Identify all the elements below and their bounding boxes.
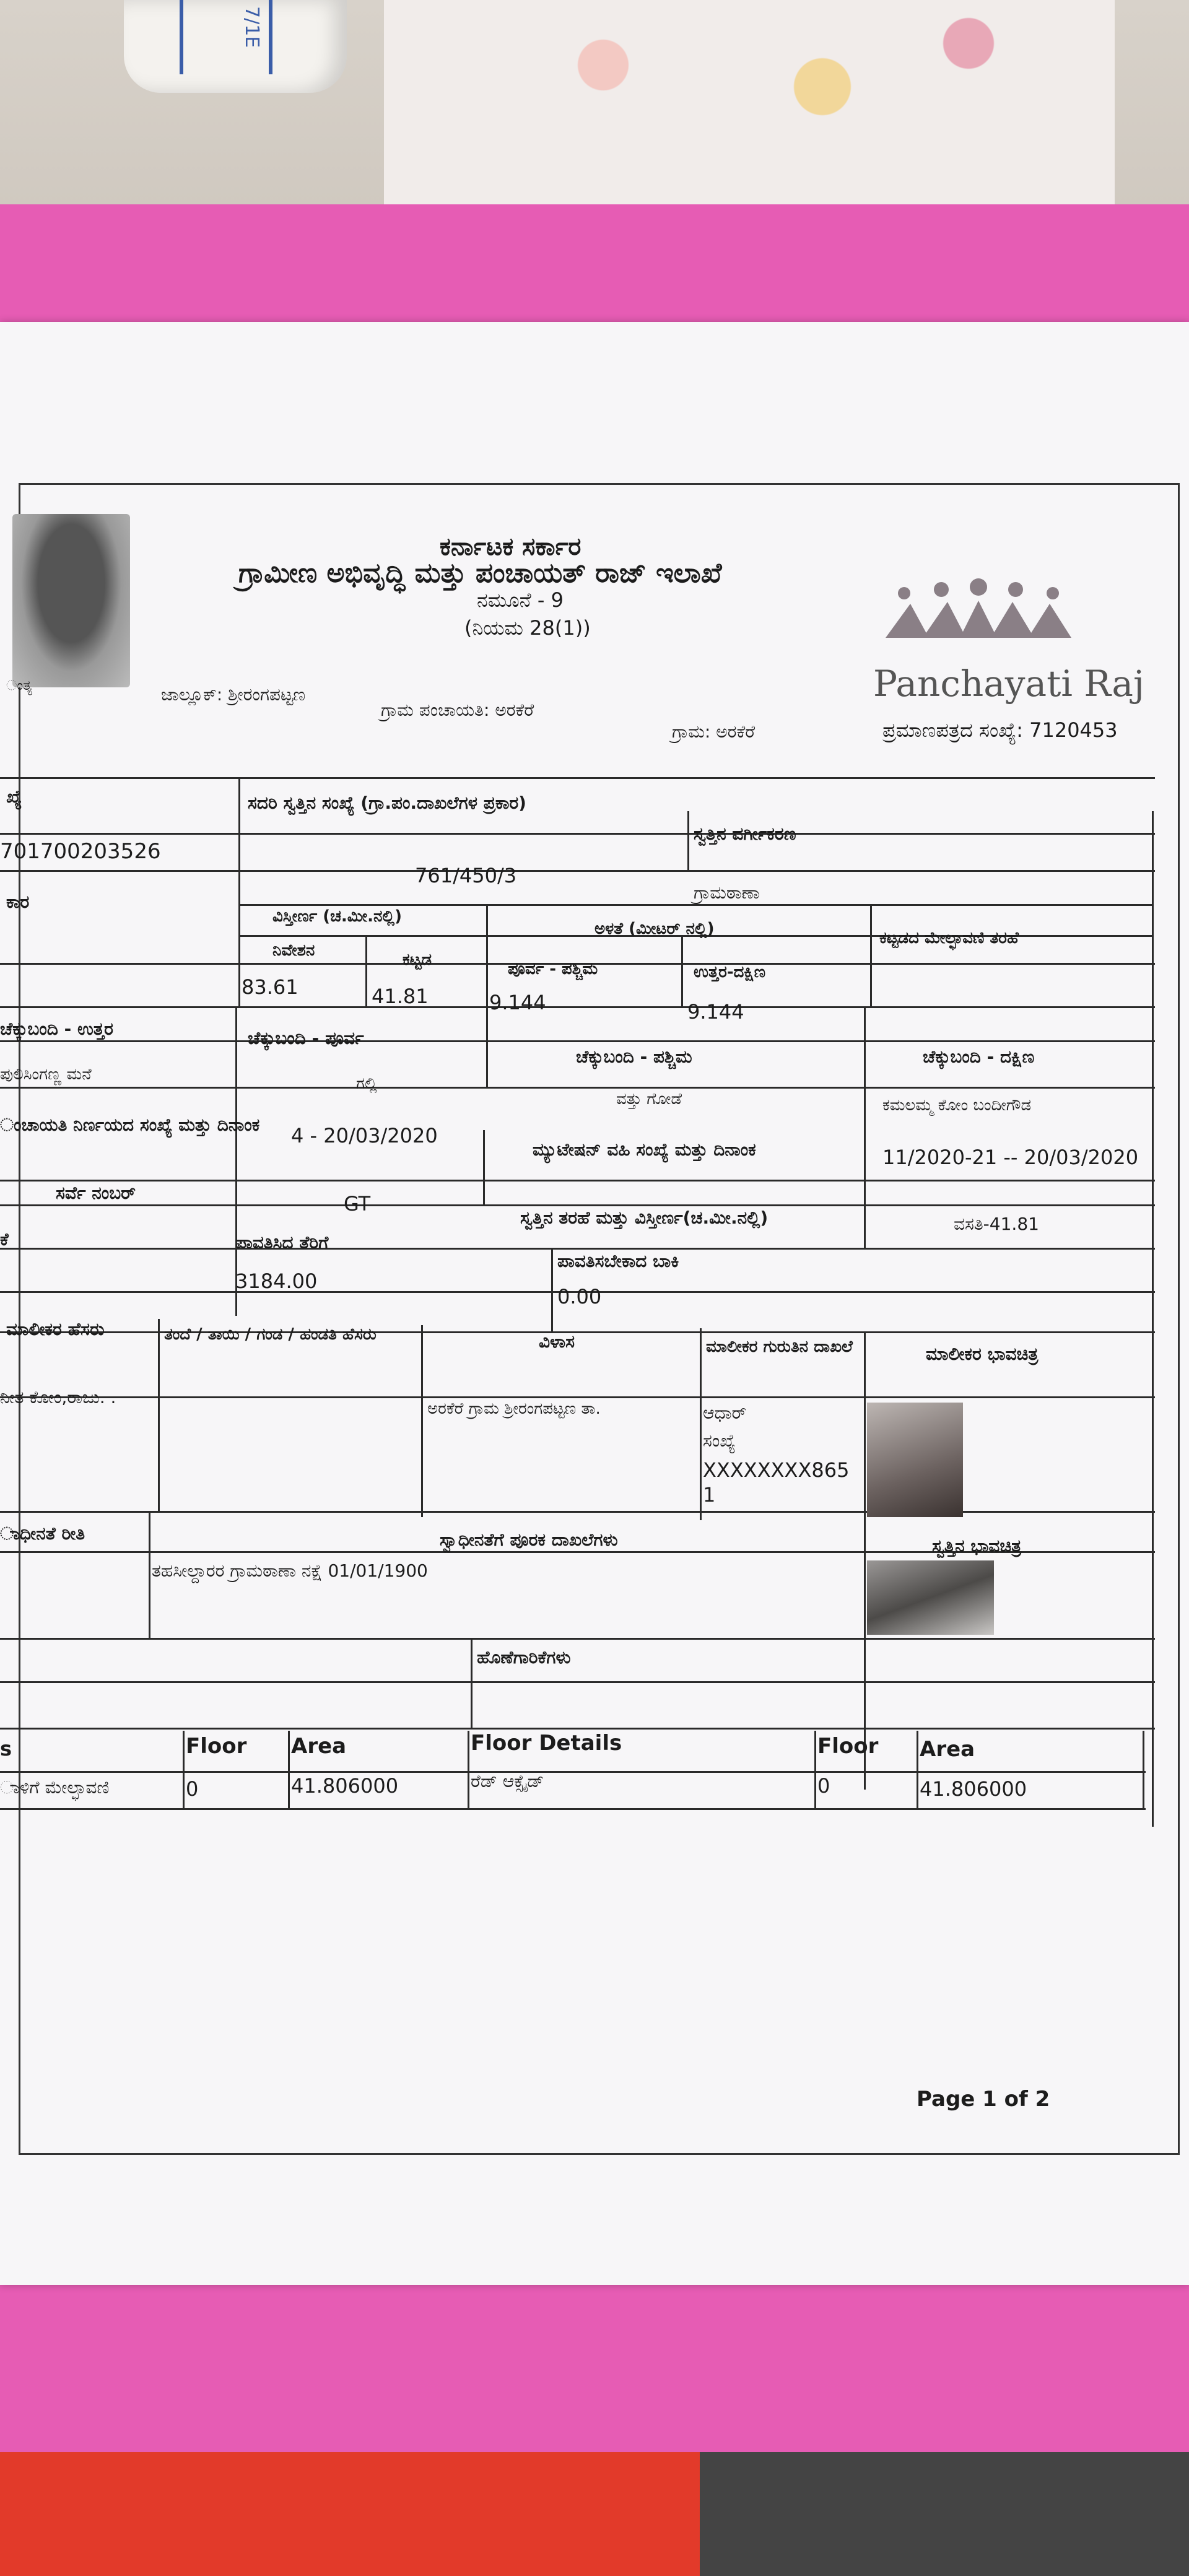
area-col3-header: Area	[291, 1734, 347, 1759]
floor-row-area: 41.806000	[291, 1774, 399, 1798]
panchayati-raj-brand: Panchayati Raj	[873, 663, 1144, 705]
gp-label: ಗ್ರಾಮ ಪಂಚಾಯತಿ: ಅರಕೆರೆ	[381, 700, 534, 720]
tax-paid-label: ಪಾವತಿಸಿದ ತೆರಿಗೆ	[235, 1232, 329, 1253]
floor-row-area2: 41.806000	[920, 1777, 1027, 1801]
north-south-value: 9.144	[687, 1000, 744, 1024]
tax-due-value: 0.00	[557, 1285, 602, 1308]
property-photo	[867, 1560, 994, 1635]
row2-col1-label: ಕಾರ	[6, 892, 30, 912]
boundary-east-value: ಗಲ್ಲಿ	[356, 1074, 377, 1093]
tax-paid-value: 3184.00	[235, 1269, 318, 1293]
form-number: ನಮೂನೆ - 9	[477, 588, 564, 612]
address-label: ವಿಳಾಸ	[539, 1331, 575, 1352]
left-cut-text: ಂತ್ಯ	[6, 678, 32, 694]
property-number-label: ಸದರಿ ಸ್ವತ್ತಿನ ಸಂಖ್ಯೆ (ಗ್ರಾ.ಪಂ.ದಾಖಲೆಗಳ ಪ್ರಕಾರ)	[248, 793, 526, 813]
tape-roll	[124, 0, 347, 93]
boundary-north-value: ಪುಲಿಸಿಂಗಣ್ಣ ಮನೆ	[0, 1065, 92, 1084]
survey-number-label: ಸರ್ವೆ ನಂಬರ್	[56, 1183, 136, 1203]
owner-id-value: XXXXXXXX865	[703, 1458, 850, 1482]
page-number: Page 1 of 2	[917, 2087, 1050, 2112]
dark-object	[700, 2452, 1189, 2576]
roof-type-label: ಕಟ್ಟಡದ ಮೇಲ್ಛಾವಣಿ ತರಹೆ	[879, 929, 1019, 947]
boundary-south-label: ಚೆಕ್ಕುಬಂದಿ - ದಕ್ಷಿಣ	[923, 1046, 1035, 1067]
possession-label: ಾಧೀನತೆ ರೀತಿ	[0, 1523, 85, 1544]
property-id-value: 701700203526	[0, 839, 161, 864]
tax-label: ಕೆ	[0, 1229, 9, 1250]
owner-id-value-cont: 1	[703, 1483, 716, 1507]
floor-row-floor: 0	[186, 1777, 199, 1801]
dept-title: ಗ್ರಾಮೀಣ ಅಭಿವೃದ್ಧಿ ಮತ್ತು ಪಂಚಾಯತ್ ರಾಜ್ ಇಲಾಖೆ	[238, 557, 722, 589]
property-classification-value: ಗ್ರಾಮಠಾಣಾ	[694, 882, 760, 903]
rule-number: (ನಿಯಮ 28(1))	[464, 616, 591, 640]
owner-photo-label: ಮಾಲೀಕರ ಭಾವಚಿತ್ರ	[926, 1344, 1039, 1364]
area-label: ವಿಸ್ತೀರ್ಣ (ಚ.ಮೀ.ನಲ್ಲಿ)	[272, 907, 402, 926]
property-photo-label: ಸ್ವತ್ತಿನ ಭಾವಚಿತ್ರ	[932, 1536, 1022, 1556]
owner-id-type: ಆಧಾರ್	[703, 1403, 747, 1423]
certificate-number: ಪ್ರಮಾಣಪತ್ರದ ಸಂಖ್ಯೆ: 7120453	[882, 718, 1118, 742]
floor-col2-header: Floor	[186, 1734, 247, 1759]
dimension-label: ಅಳತೆ (ಮೀಟರ್ ನಲ್ಲಿ)	[594, 920, 715, 938]
possession-docs-label: ಸ್ವಾಧೀನತೆಗೆ ಪೂರಕ ದಾಖಲೆಗಳು	[440, 1530, 618, 1550]
property-number-value: 761/450/3	[415, 864, 517, 887]
owner-name-label: ಮಾಲೀಕರ ಹೆಸರು	[6, 1319, 105, 1339]
owner-id-sub: ಸಂಖ್ಯೆ	[703, 1430, 736, 1451]
floor-row-roof: ಾಳಿಗೆ ಮೇಲ್ಛಾವಣಿ	[0, 1777, 110, 1798]
property-classification-label: ಸ್ವತ್ತಿನ ವರ್ಗೀಕರಣ	[694, 824, 796, 844]
floor-row-floor2: 0	[817, 1774, 830, 1798]
possession-docs-value: ತಹಸೀಲ್ದಾರರ ಗ್ರಾಮಠಾಣಾ ನಕ್ಷೆ 01/01/1900	[152, 1560, 428, 1581]
address-value: ಅರಕೆರೆ ಗ್ರಾಮ ಶ್ರೀರಂಗಪಟ್ಟಣ ತಾ.	[427, 1399, 601, 1418]
area-col6-header: Area	[920, 1737, 975, 1762]
mutation-value: 11/2020-21 -- 20/03/2020	[882, 1146, 1139, 1169]
owner-name-value: ನೀತ ಕೋಂ,ರಾಜು. .	[0, 1387, 116, 1408]
boundary-west-label: ಚೆಕ್ಕುಬಂದಿ - ಪಶ್ಚಿಮ	[576, 1046, 692, 1067]
property-type-label: ಸ್ವತ್ತಿನ ತರಹೆ ಮತ್ತು ವಿಸ್ತೀರ್ಣ(ಚ.ಮೀ.ನಲ್ಲಿ)	[520, 1208, 769, 1228]
floor-row-details: ರೆಡ್ ಆಕ್ಸೈಡ್	[471, 1771, 544, 1791]
boundary-east-label: ಚೆಕ್ಕುಬಂದಿ - ಪೂರ್ವ	[248, 1028, 364, 1048]
floral-cloth	[384, 0, 1115, 217]
resolution-label: ಂಚಾಯತಿ ನಿರ್ಣಯದ ಸಂಖ್ಯೆ ಮತ್ತು ದಿನಾಂಕ	[0, 1115, 260, 1135]
east-west-value: 9.144	[489, 991, 546, 1014]
survey-number-value: GT	[344, 1192, 371, 1216]
floor-col1-header: s	[0, 1737, 12, 1760]
building-area-value: 41.81	[372, 985, 429, 1008]
property-type-value: ವಸತಿ-41.81	[954, 1214, 1039, 1234]
liabilities-label: ಹೊಣೆಗಾರಿಕೆಗಳು	[477, 1647, 571, 1668]
east-west-label: ಪೂರ್ವ - ಪಶ್ಚಿಮ	[508, 960, 598, 978]
karnataka-emblem-icon	[12, 514, 130, 687]
village-label: ಗ್ರಾಮ: ಅರಕೆರೆ	[672, 721, 756, 742]
taluk-label: ಜಾಲ್ಲೂಕ್: ಶ್ರೀರಂಗಪಟ್ಟಣ	[161, 684, 306, 705]
father-name-label: ತಂದೆ / ತಾಯಿ / ಗಂಡ / ಹಂಡತಿ ಹೆಸರು	[164, 1325, 377, 1344]
resolution-value: 4 - 20/03/2020	[291, 1124, 438, 1147]
boundary-south-value: ಕಮಲಮ್ಮ ಕೋಂ ಬಂದೀಗೌಡ	[882, 1096, 1032, 1115]
mutation-label: ಮ್ಯುಟೇಷನ್ ವಹಿ ಸಂಖ್ಯೆ ಮತ್ತು ದಿನಾಂಕ	[533, 1139, 756, 1160]
gov-title: ಕರ್ನಾಟಕ ಸರ್ಕಾರ	[440, 533, 581, 561]
owner-photo	[867, 1403, 963, 1517]
building-label: ಕಟ್ಟಡ	[403, 951, 432, 969]
owner-id-label: ಮಾಲೀಕರ ಗುರುತಿನ ದಾಖಲೆ	[706, 1338, 853, 1356]
site-area-value: 83.61	[242, 975, 298, 999]
north-south-label: ಉತ್ತರ-ದಕ್ಷಿಣ	[694, 963, 766, 981]
panchayati-raj-logo-icon	[873, 576, 1084, 656]
boundary-west-value: ವತ್ತು ಗೋಡೆ	[616, 1090, 682, 1108]
floor-details-header: Floor Details	[471, 1731, 622, 1756]
floor-col5-header: Floor	[817, 1734, 879, 1759]
boundary-north-label: ಚೆಕ್ಕುಬಂದಿ - ಉತ್ತರ	[0, 1019, 113, 1039]
site-label: ನಿವೇಶನ	[272, 941, 315, 960]
tape-label: 7/1E	[180, 0, 272, 74]
tax-due-label: ಪಾವತಿಸಬೇಕಾದ ಬಾಕಿ	[557, 1251, 679, 1271]
row1-col1-label: ಖ್ಯೆ	[6, 786, 22, 807]
